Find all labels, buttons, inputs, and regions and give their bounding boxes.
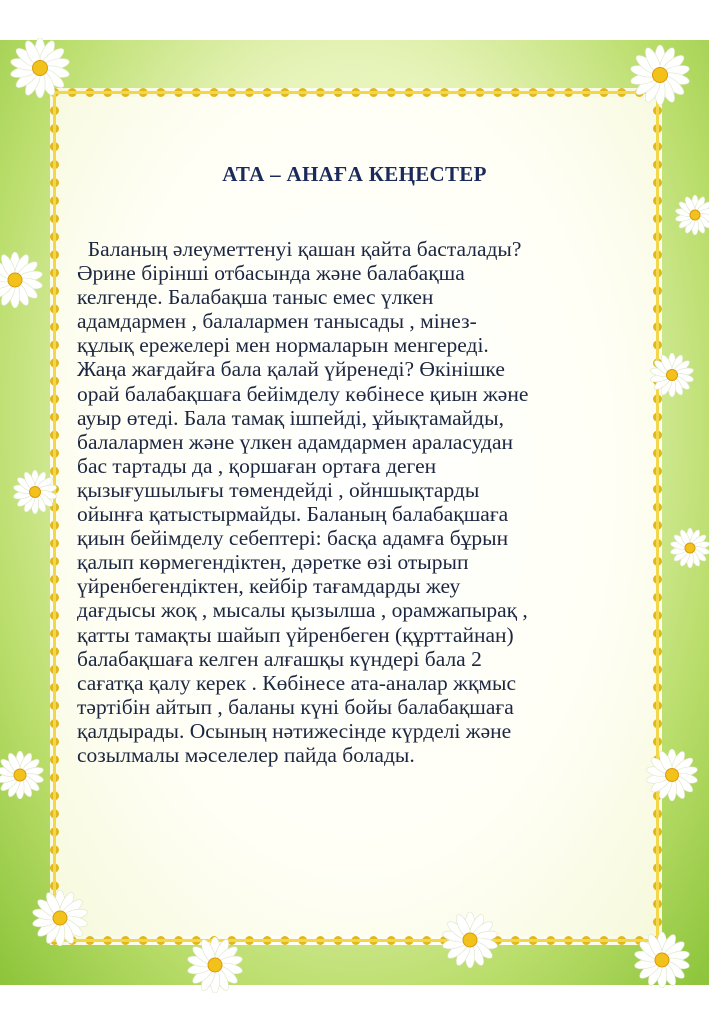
daisy-icon <box>670 528 709 573</box>
text-line: созылмалы мәселелер пайда болады. <box>77 742 415 767</box>
daisy-icon <box>675 195 709 240</box>
page-title: АТА – АНАҒА КЕҢЕСТЕР <box>222 162 487 186</box>
text-line: келгенде. Балабақша таныс емес үлкен <box>77 285 434 310</box>
text-line: бас тартады да , қоршаған ортаға деген <box>77 453 437 478</box>
text-line: адамдармен , балалармен танысады , мінез- <box>77 309 477 334</box>
text-line: қалып көрмегендіктен, дәретке өзі отырып <box>77 550 469 575</box>
text-line: Әрине бірінші отбасында және балабақша <box>77 261 465 286</box>
daisy-icon <box>0 252 43 313</box>
daisy-icon <box>187 937 243 998</box>
text-line: ауыр өтеді. Бала тамақ ішпейді, ұйықтамайды, <box>77 405 504 430</box>
text-line: құлық ережелері мен нормаларын менгереді. <box>77 333 489 358</box>
text-line: қызығушылығы төмендейді , ойншықтарды <box>77 477 480 502</box>
body-text <box>77 237 647 767</box>
text-line: қалдырады. Осының нәтижесінде күрделі және <box>77 718 512 743</box>
text-line: үйренбегендіктен, кейбір тағамдарды жеу <box>77 574 461 599</box>
daisy-icon <box>0 751 44 804</box>
daisy-icon <box>646 749 698 806</box>
text-line: ойынға қатыстырмайды. Баланың балабақшаға <box>77 502 509 527</box>
daisy-icon <box>13 470 57 519</box>
text-line: дағдысы жоқ , мысалы қызылша , орамжапырақ , <box>77 598 528 623</box>
text-line: қатты тамақты шайып үйренбеген (құрттайнан) <box>77 622 514 647</box>
text-line: сағатқа қалу керек . Көбінесе ата-аналар жқмыс <box>77 670 516 695</box>
daisy-icon <box>650 353 694 402</box>
daisy-icon <box>630 45 690 110</box>
text-line: қиын бейімделу себептері: басқа адамға бұрын <box>77 526 509 551</box>
daisy-icon <box>10 38 70 103</box>
daisy-icon <box>32 890 88 951</box>
daisy-icon <box>634 932 690 993</box>
text-line: тәртібін айтып , баланы күні бойы балабақшаға <box>77 694 514 719</box>
text-line: Жаңа жағдайға бала қалай үйренеді? Өкінішке <box>77 357 505 382</box>
text-line: Баланың әлеуметтенуі қашан қайта басталады? <box>77 237 522 261</box>
daisy-icon <box>442 912 498 973</box>
text-line: балабақшаға келген алғашқы күндері бала 2 <box>77 646 482 671</box>
text-line: балалармен және үлкен адамдармен араласудан <box>77 429 513 454</box>
text-line: орай балабақшаға бейімделу көбінесе қиын және <box>77 381 529 406</box>
